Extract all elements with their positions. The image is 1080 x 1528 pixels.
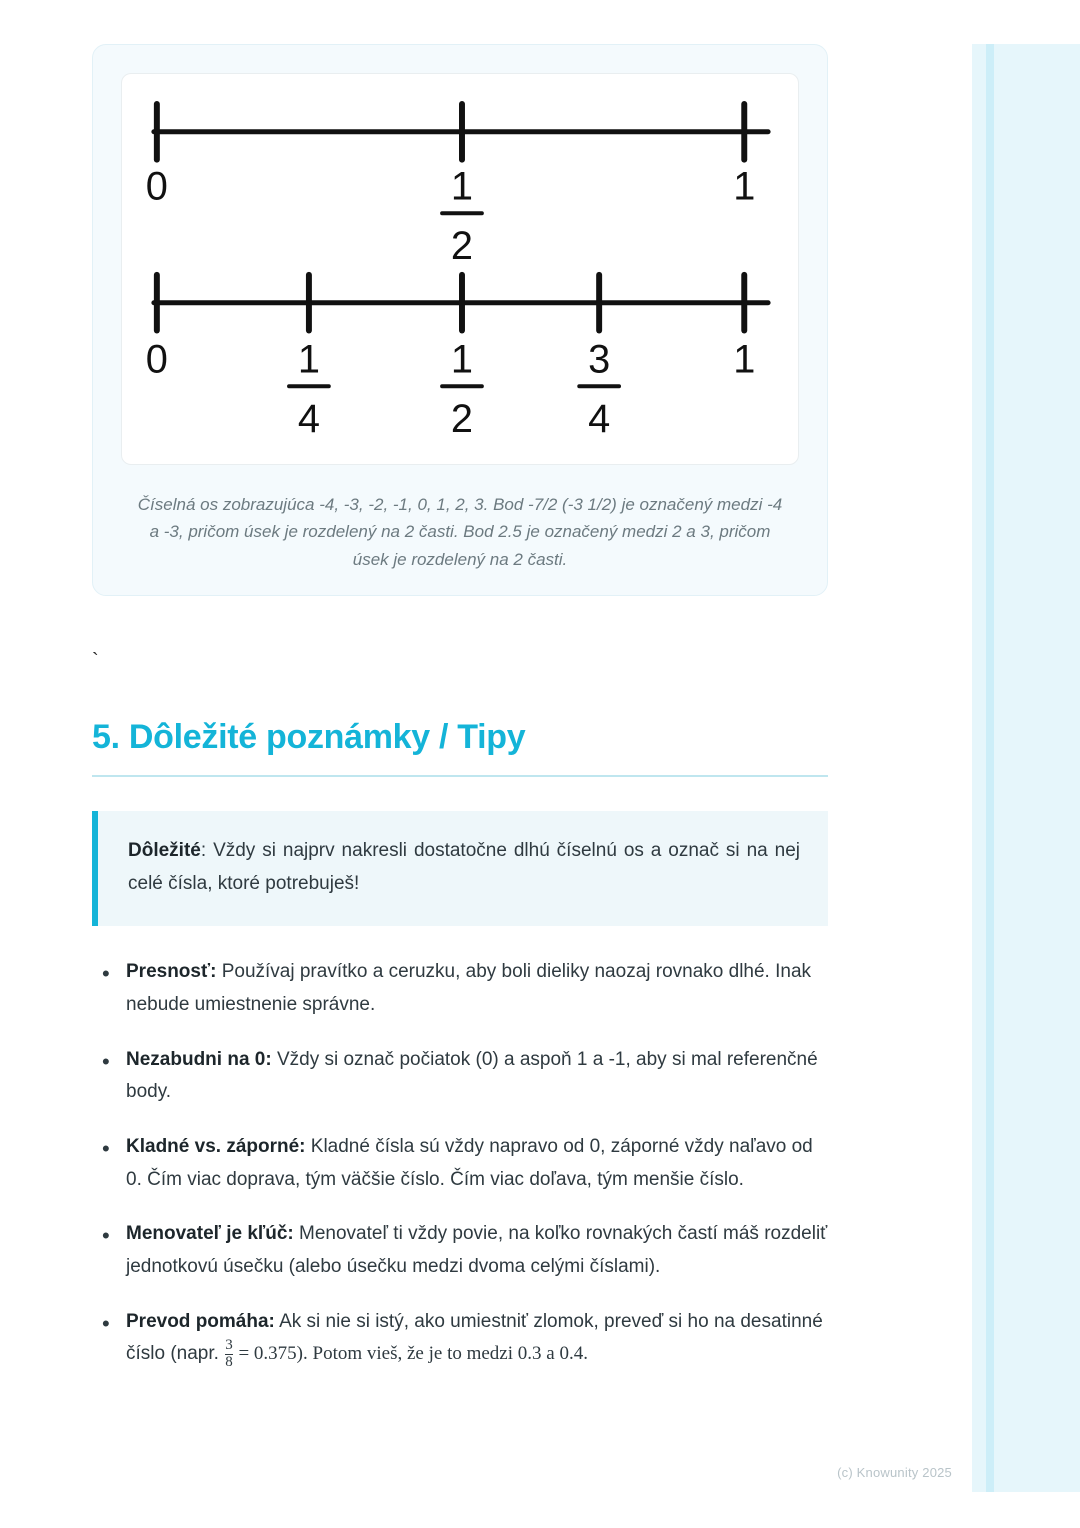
svg-text:3: 3	[588, 337, 611, 382]
callout-label: Dôležité	[128, 839, 201, 861]
number-line-diagram	[132, 92, 788, 450]
fraction-numerator: 3	[225, 1337, 233, 1354]
svg-text:1: 1	[733, 164, 756, 209]
tip-text-after: = 0.375). Potom vieš, že je to medzi 0.3 a 0.4.	[233, 1343, 588, 1365]
svg-text:1: 1	[450, 164, 474, 209]
svg-text:0: 0	[145, 337, 168, 382]
svg-text:1: 1	[450, 337, 474, 382]
right-accent-strip-edge	[986, 44, 994, 1492]
list-item	[126, 1044, 828, 1109]
callout-text: : Vždy si najprv nakresli dostatočne dlhú číselnú os a označ si na nej celé čísla, ktoré potrebuješ!	[128, 839, 800, 894]
stray-backtick: `	[92, 650, 99, 673]
tip-text: Používaj pravítko a ceruzku, aby boli dieliky naozaj rovnako dlhé. Inak nebude umiestnenie správne.	[126, 961, 812, 1015]
tip-text: Kladné čísla sú vždy napravo od 0, záporné vždy naľavo od 0. Čím viac doprava, tým väčšie číslo. Čím viac doľava, tým menšie číslo.	[126, 1135, 813, 1190]
svg-text:1: 1	[733, 337, 756, 382]
tip-label: Kladné vs. záporné:	[126, 1135, 306, 1157]
list-item	[126, 1131, 828, 1196]
tip-label: Prevod pomáha:	[126, 1310, 275, 1332]
list-item	[126, 956, 828, 1021]
tips-list	[92, 956, 828, 1371]
important-callout	[92, 811, 828, 926]
svg-text:2: 2	[450, 223, 474, 268]
svg-text:0: 0	[145, 164, 168, 209]
document-content	[92, 44, 828, 1393]
list-item	[126, 1218, 828, 1283]
number-line-figure	[121, 73, 799, 465]
figure-caption: Číselná os zobrazujúca -4, -3, -2, -1, 0, 1, 2, 3. Bod -7/2 (-3 1/2) je označený medzi -4 a -3, pričom úsek je rozdelený na 2 časti. Bod 2.5 je označený medzi 2 a 3, pričom úsek je rozdelený na 2 časti.	[137, 494, 783, 569]
tip-text: Menovateľ ti vždy povie, na koľko rovnakých častí máš rozdeliť jednotkovú úsečku (alebo úsečku medzi dvoma celými číslami).	[126, 1223, 828, 1277]
tip-label: Menovateľ je kľúč:	[126, 1223, 294, 1245]
title-divider	[92, 775, 828, 777]
svg-text:1: 1	[297, 337, 320, 382]
page-title: 5. Dôležité poznámky / Tipy	[92, 718, 526, 757]
tip-label: Nezabudni na 0:	[126, 1048, 272, 1070]
list-item	[126, 1306, 828, 1371]
svg-text:4: 4	[297, 396, 320, 441]
figure-card	[92, 44, 828, 596]
footer-credit: (c) Knowunity 2025	[837, 1465, 952, 1480]
fraction-denominator: 8	[225, 1354, 233, 1371]
tip-text: Vždy si označ počiatok (0) a aspoň 1 a -1, aby si mal referenčné body.	[126, 1048, 818, 1103]
svg-text:4: 4	[588, 396, 611, 441]
svg-text:2: 2	[450, 396, 474, 441]
inline-fraction	[225, 1338, 233, 1371]
tip-text-before: Ak si nie si istý, ako umiestniť zlomok, preveď si ho na desatinné číslo (napr.	[126, 1310, 823, 1365]
tip-label: Presnosť:	[126, 961, 217, 983]
